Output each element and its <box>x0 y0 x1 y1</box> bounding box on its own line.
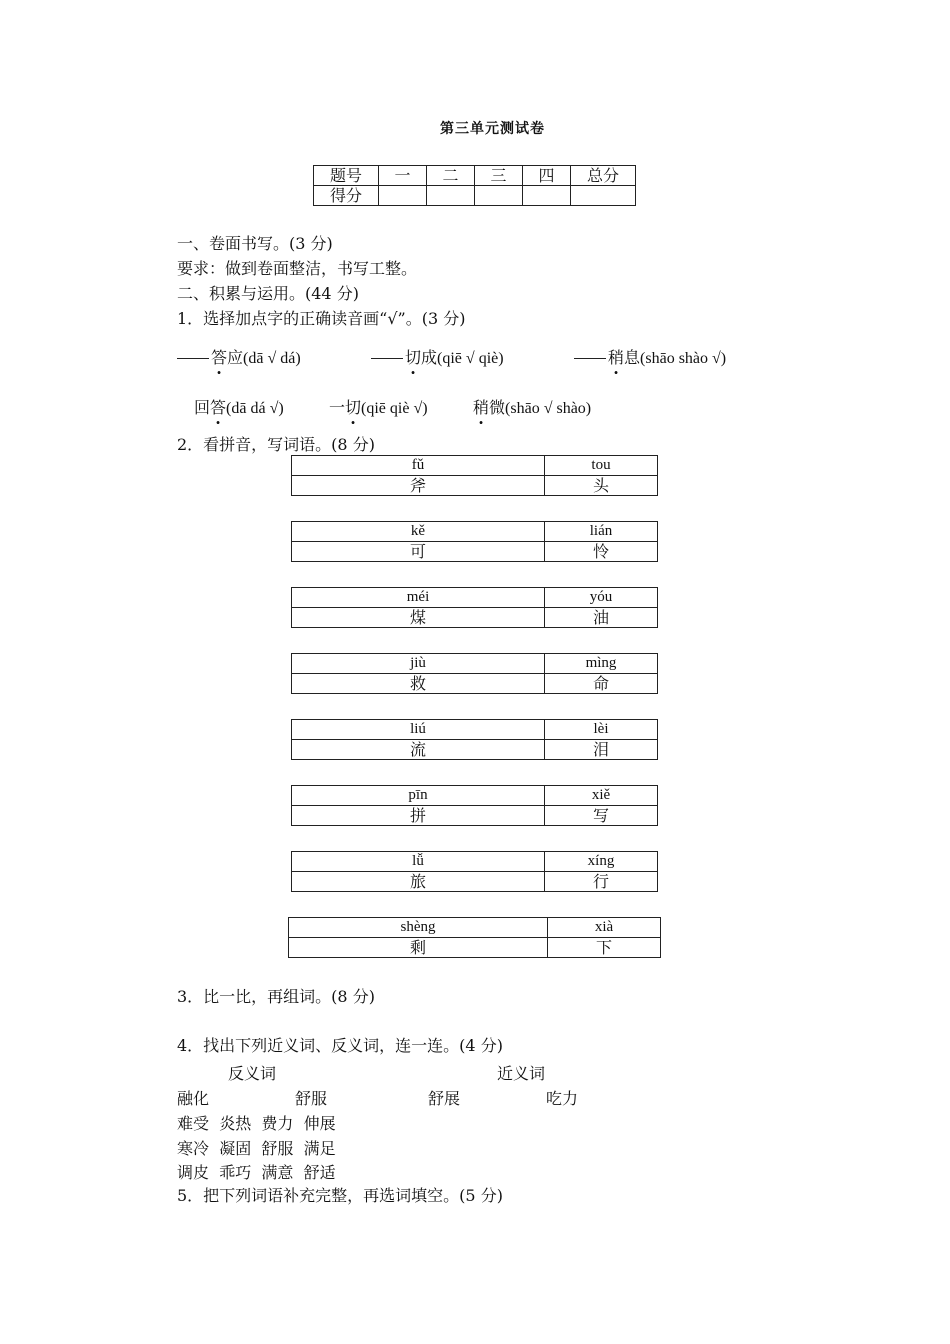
pinyin-cell: xiě <box>545 786 658 806</box>
q1-char: 微 <box>489 398 506 417</box>
dash-line <box>574 358 606 359</box>
pinyin-cell: tou <box>545 456 658 476</box>
word-cell: 命 <box>545 674 658 694</box>
score-cell <box>523 186 571 206</box>
pinyin-table <box>291 455 658 496</box>
word-cell: 泪 <box>545 740 658 760</box>
section-1-requirement: 要求：做到卷面整洁，书写工整。 <box>177 259 418 278</box>
q1-item <box>473 395 591 418</box>
pinyin-cell: pīn <box>292 786 545 806</box>
q4-word: 凝固 <box>219 1139 252 1158</box>
question-4-title: 4．找出下列近义词、反义词，连一连。(4 分) <box>177 1036 503 1055</box>
dotted-char: 切 <box>405 348 422 367</box>
dotted-char: 稍 <box>608 348 625 367</box>
q4-word: 满意 <box>261 1163 294 1182</box>
word-cell: 拼 <box>292 806 545 826</box>
q4-top-word: 舒服 <box>295 1089 328 1108</box>
q1-char: 应 <box>227 348 244 367</box>
q4-word: 乖巧 <box>219 1163 252 1182</box>
score-header-cell: 三 <box>475 166 523 186</box>
pinyin-cell: liú <box>292 720 545 740</box>
score-row-label: 得分 <box>314 186 379 206</box>
q4-word: 舒适 <box>303 1163 336 1182</box>
score-cell <box>379 186 427 206</box>
question-1-title: 1．选择加点字的正确读音画“√”。(3 分) <box>177 309 466 328</box>
q1-pinyin-options: (qiē qiè √) <box>361 400 428 417</box>
score-table <box>313 165 636 206</box>
word-cell: 行 <box>545 872 658 892</box>
word-cell: 煤 <box>292 608 545 628</box>
score-header-cell: 一 <box>379 166 427 186</box>
pinyin-table <box>291 587 658 628</box>
word-cell: 头 <box>545 476 658 496</box>
question-5-title: 5．把下列词语补充完整，再选词填空。(5 分) <box>177 1186 503 1205</box>
q4-word: 费力 <box>261 1114 294 1133</box>
q1-pinyin-options: (dā dá √) <box>226 400 284 417</box>
dash-line <box>371 358 403 359</box>
pinyin-table <box>291 851 658 892</box>
score-cell <box>427 186 475 206</box>
q1-item <box>371 345 504 368</box>
q4-top-word: 吃力 <box>546 1089 579 1108</box>
pinyin-cell: mìng <box>545 654 658 674</box>
q1-item <box>329 395 428 418</box>
word-cell: 流 <box>292 740 545 760</box>
q1-char: 回 <box>194 398 211 417</box>
pinyin-cell: lián <box>545 522 658 542</box>
q1-item <box>177 345 301 368</box>
score-header-cell: 二 <box>427 166 475 186</box>
word-cell: 救 <box>292 674 545 694</box>
pinyin-cell: lǚ <box>292 852 545 872</box>
score-table-header-row <box>314 166 636 186</box>
q1-char: 息 <box>624 348 641 367</box>
pinyin-cell: méi <box>292 588 545 608</box>
pinyin-cell: xià <box>548 918 661 938</box>
section-2-title: 二、积累与运用。(44 分) <box>177 284 359 303</box>
q4-word: 伸展 <box>303 1114 336 1133</box>
section-1-title: 一、卷面书写。(3 分) <box>177 234 333 253</box>
dash-line <box>177 358 209 359</box>
word-cell: 怜 <box>545 542 658 562</box>
pinyin-cell: shèng <box>289 918 548 938</box>
pinyin-table <box>291 521 658 562</box>
pinyin-table <box>291 785 658 826</box>
q1-item <box>194 395 284 418</box>
word-cell: 油 <box>545 608 658 628</box>
pinyin-cell: jiù <box>292 654 545 674</box>
word-cell: 可 <box>292 542 545 562</box>
dotted-char: 答 <box>211 348 228 367</box>
q1-char: 成 <box>421 348 438 367</box>
pinyin-cell: xíng <box>545 852 658 872</box>
score-cell <box>475 186 523 206</box>
score-header-cell: 四 <box>523 166 571 186</box>
q4-word: 炎热 <box>219 1114 252 1133</box>
q4-top-word: 融化 <box>177 1089 210 1108</box>
synonym-label: 近义词 <box>497 1064 546 1083</box>
pinyin-table <box>291 653 658 694</box>
q4-word-row <box>177 1160 336 1183</box>
pinyin-table <box>291 719 658 760</box>
q1-item <box>574 345 726 368</box>
q4-word: 舒服 <box>261 1139 294 1158</box>
antonym-label: 反义词 <box>228 1064 277 1083</box>
score-cell <box>571 186 636 206</box>
dotted-char: 答 <box>210 398 227 417</box>
q1-pinyin-options: (dā √ dá) <box>243 350 301 367</box>
question-2-title: 2．看拼音，写词语。(8 分) <box>177 435 375 454</box>
score-header-cell: 题号 <box>314 166 379 186</box>
q4-top-word: 舒展 <box>428 1089 461 1108</box>
question-3-title: 3．比一比，再组词。(8 分) <box>177 987 375 1006</box>
word-cell: 旅 <box>292 872 545 892</box>
pinyin-cell: yóu <box>545 588 658 608</box>
q4-word: 调皮 <box>177 1163 210 1182</box>
word-cell: 写 <box>545 806 658 826</box>
q1-pinyin-options: (shāo shào √) <box>640 350 727 367</box>
word-cell: 斧 <box>292 476 545 496</box>
word-cell: 下 <box>548 938 661 958</box>
word-cell: 剩 <box>289 938 548 958</box>
q4-word: 寒冷 <box>177 1139 210 1158</box>
q4-word: 满足 <box>303 1139 336 1158</box>
q4-word: 难受 <box>177 1114 210 1133</box>
page-title: 第三单元测试卷 <box>440 121 545 137</box>
q1-char: 一 <box>329 398 346 417</box>
dotted-char: 切 <box>345 398 362 417</box>
score-header-cell: 总分 <box>571 166 636 186</box>
q4-word-row <box>177 1136 336 1159</box>
dotted-char: 稍 <box>473 398 490 417</box>
q4-word-row <box>177 1111 336 1134</box>
q1-pinyin-options: (qiē √ qiè) <box>437 350 504 367</box>
score-table-score-row <box>314 186 636 206</box>
pinyin-cell: fǔ <box>292 456 545 476</box>
pinyin-cell: lèi <box>545 720 658 740</box>
q1-pinyin-options: (shāo √ shào) <box>505 400 592 417</box>
pinyin-table <box>288 917 661 958</box>
pinyin-cell: kě <box>292 522 545 542</box>
